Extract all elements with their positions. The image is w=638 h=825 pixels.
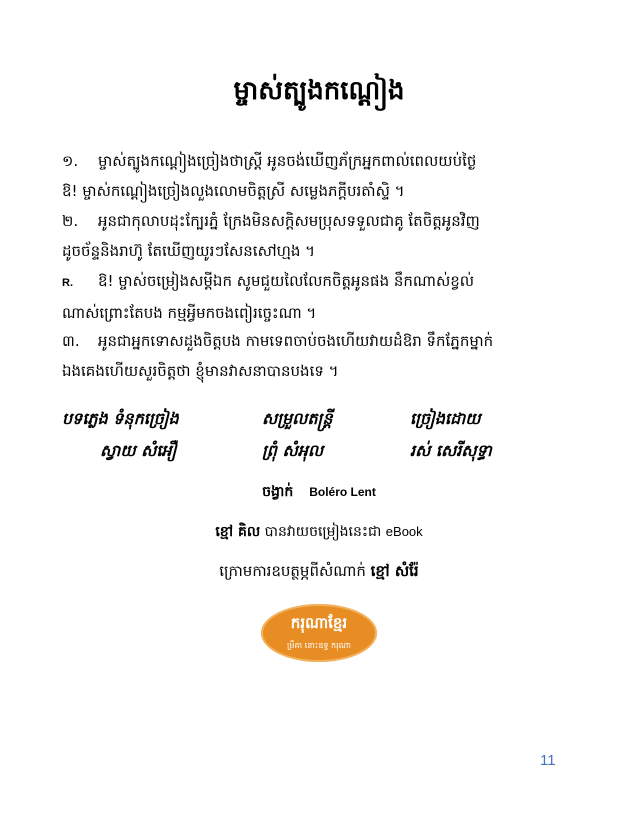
- ebook-text: បានវាយចម្រៀងនេះជា: [264, 524, 382, 540]
- page-title: ម្ចាស់ត្បូងកណ្ដៀង: [233, 76, 405, 106]
- sponsor-name: ខ្មៅ សំរ៉ែ: [370, 562, 419, 580]
- refrain-marker: R.: [62, 277, 73, 289]
- karuna-khmer-logo: [261, 604, 377, 662]
- arranger-name: ព្រុំ សំអុល: [262, 441, 324, 460]
- typist-name: ខ្មៅ គិល: [215, 524, 261, 540]
- verse-line: [62, 206, 582, 236]
- ebook-format: eBook: [385, 524, 423, 539]
- logo-subtext: ម្រឹគា នោះឧទ្ធ ករុណា: [287, 641, 351, 650]
- verse-line: ឯងគេងហើយសួរចិត្តថា ខ្ញុំមានវាសនាបានបងទេ ។: [62, 362, 339, 380]
- verse-line: [62, 266, 582, 298]
- logo-text: ករុណាខ្មែរ: [290, 614, 348, 632]
- tempo-line: [0, 482, 638, 503]
- request-line: [0, 562, 638, 584]
- verse-line: ដូចច័ន្ទនិងរាហ៊ូ តែឃើញយូរៗសែនសៅហ្មង ។: [62, 242, 316, 260]
- singer-name: រស់ សេរីសុទ្ធា: [410, 441, 492, 460]
- verse-number: ១.: [62, 152, 79, 170]
- verse-text: ឱ! ម្ចាស់ចម្រៀងសម្ដីឯក សូមជួយលៃលែកចិត្តអូនផង នឹកណាស់ខ្វល់: [98, 272, 475, 290]
- verse-number: ៣.: [62, 332, 80, 350]
- verse-line: ណាស់ព្រោះតែបង កម្មអ្វីមកចងពៀរច្ចេះណា ។: [62, 304, 317, 322]
- ebook-line: [0, 522, 638, 543]
- page-number: 11: [540, 752, 556, 769]
- verse-text: អូនជាកុលាបដុះក្បែរភ្នំ ក្រែងមិនសក្តិសមប្រុសទទួលជាគូ តែចិត្តអូនវិញ: [98, 212, 480, 230]
- verse-2: [62, 206, 582, 266]
- lyrics-name: ស្វាយ សំអឿ: [100, 441, 177, 460]
- verse-text: ម្ចាស់ត្បូងកណ្ដៀងច្រៀងថាស្ត្រី អូនចង់ឃើញភ័ក្រអ្នកពាល់ពេលយប់ថ្ងៃ: [98, 152, 477, 170]
- verse-3: [62, 326, 582, 386]
- refrain: [62, 266, 582, 328]
- tempo-value: Boléro Lent: [309, 485, 376, 499]
- lyrics-label: បទភ្លេង ទំនុកច្រៀង: [62, 409, 179, 428]
- verse-line: [62, 326, 582, 356]
- singer-label: ច្រៀងដោយ: [410, 409, 481, 428]
- verse-line: ឱ! ម្ចាស់កណ្ដៀងច្រៀងលួងលោមចិត្តស្រី សម្លេងភក្ដីបរតាំស្ទិ ។: [62, 182, 405, 200]
- tempo-label: ចង្វាក់: [262, 484, 294, 500]
- verse-number: ២.: [62, 212, 79, 230]
- verse-line: [62, 146, 582, 176]
- verse-1: [62, 146, 582, 206]
- arranger-label: សម្រួលតន្ត្រី: [262, 409, 333, 428]
- request-text: ក្រោមការឧបត្ថម្ភពីសំណាក់: [219, 562, 366, 580]
- verse-text: អូនជាអ្នកទោសដួងចិត្តបង កាមទេពចាប់ចងហើយវាយដំឱរា ទឹកភ្នែកម្នាក់: [98, 332, 494, 350]
